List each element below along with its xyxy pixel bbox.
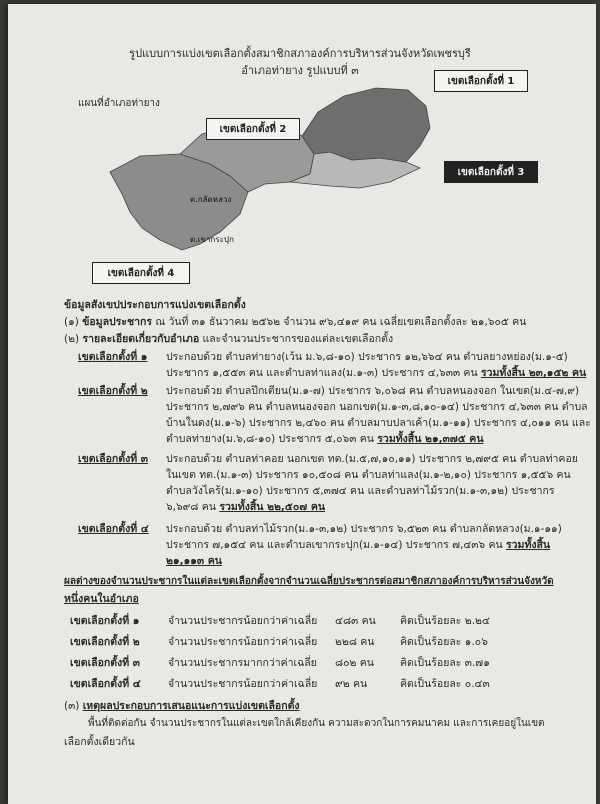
zone3-line4-text: ๖,๖๙๘ คน — [166, 501, 216, 513]
result-row-diff: ๙๒ คน — [335, 678, 368, 690]
zone3-line2: ในเขต ทต.(ม.๑-๓) ประชากร ๑๐,๕๐๘ คน ตำบลท่าแลง(ม.๑-๒,๑๐) ประชากร ๑,๕๕๖ คน — [166, 469, 571, 481]
result-row-percent: คิดเป็นร้อยละ ๐.๔๓ — [400, 678, 490, 690]
result-row-diff: ๔๘๓ คน — [335, 615, 376, 627]
zone4-line1: ประกอบด้วย ตำบลท่าไม้รวก(ม.๑-๓,๑๒) ประชากร ๖,๕๒๓ คน ตำบลกลัดหลวง(ม.๑-๑๑) — [166, 523, 562, 535]
result-row-label: เขตเลือกตั้งที่ ๑ — [70, 615, 140, 627]
item1-heading: ข้อมูลประชากร — [82, 316, 153, 328]
result-row-text: จำนวนประชากรมากกว่าค่าเฉลี่ย — [168, 657, 317, 669]
map-zone-1-label: เขตเลือกตั้งที่ 1 — [434, 70, 528, 92]
zone2-line4 — [166, 430, 484, 447]
zone3-label: เขตเลือกตั้งที่ ๓ — [78, 453, 148, 465]
result-row-text: จำนวนประชากรน้อยกว่าค่าเฉลี่ย — [168, 636, 318, 648]
summary-item1 — [64, 313, 526, 330]
item2-text: และจำนวนประชากรของแต่ละเขตเลือกตั้ง — [202, 333, 394, 345]
zone2-line4-text: ตำบลท่ายาง(ม.๖,๘-๑๐) ประชากร ๕,๐๖๓ คน — [166, 433, 374, 445]
map-zone-2-label: เขตเลือกตั้งที่ 2 — [206, 118, 300, 140]
reason-line1: พื้นที่ติดต่อกัน จำนวนประชากรในแต่ละเขตใกล้เคียงกัน ความสะดวกในการคมนาคม และการเคยอยู่ในเขต — [88, 718, 545, 729]
result-row-text: จำนวนประชากรน้อยกว่าค่าเฉลี่ย — [168, 678, 318, 690]
summary-heading: ข้อมูลสังเขปประกอบการแบ่งเขตเลือกตั้ง — [64, 299, 246, 311]
zone2-line2: ประชากร ๒,๗๙๖ คน ตำบลหนองจอก นอกเขต(ม.๑-๓,๘,๑๐-๑๔) ประชากร ๔,๖๓๓ คน ตำบล — [166, 401, 588, 413]
zone1-label: เขตเลือกตั้งที่ ๑ — [78, 351, 148, 363]
reason-line2: เลือกตั้งเดียวกัน — [64, 736, 135, 748]
map-caption: แผนที่อำเภอท่ายาง — [78, 98, 160, 109]
zone1-total: รวมทั้งสิ้น ๒๓,๑๕๒ คน — [480, 367, 587, 379]
map-town-label-1: ต.กลัดหลวง — [190, 195, 232, 204]
zone2-line3: บ้านในดง(ม.๑-๖) ประชากร ๒,๔๖๐ คน ตำบลมาบปลาเค้า(ม.๑-๑๑) ประชากร ๔,๐๑๑ คน และ — [166, 417, 591, 429]
zone2-total: รวมทั้งสิ้น ๒๑,๓๗๕ คน — [377, 433, 484, 445]
result-row-percent: คิดเป็นร้อยละ ๒.๒๔ — [400, 615, 490, 627]
result-row-percent: คิดเป็นร้อยละ ๓.๗๑ — [400, 657, 490, 669]
reason-heading-row — [64, 697, 300, 714]
reason-number: (๓) — [64, 700, 80, 712]
zone2-label: เขตเลือกตั้งที่ ๒ — [78, 385, 148, 397]
zone4-total-label: รวมทั้งสิ้น — [506, 539, 551, 551]
item1-number: (๑) — [64, 316, 79, 328]
zone4-line2 — [166, 536, 550, 553]
zone1-line1: ประกอบด้วย ตำบลท่ายาง(เว้น ม.๖,๘-๑๐) ประชากร ๑๒,๖๖๔ คน ตำบลยางหย่อง(ม.๑-๕) — [166, 351, 568, 363]
result-row-label: เขตเลือกตั้งที่ ๓ — [70, 657, 140, 669]
map-zone-4-label: เขตเลือกตั้งที่ 4 — [92, 262, 190, 284]
map-zone-1 — [302, 88, 430, 162]
result-row-text: จำนวนประชากรน้อยกว่าค่าเฉลี่ย — [168, 615, 318, 627]
zone3-line3: ตำบลวังไคร้(ม.๑-๑๐) ประชากร ๕,๓๗๔ คน และตำบลท่าไม้รวก(ม.๑-๓,๑๒) ประชากร — [166, 485, 555, 497]
reason-heading: เหตุผลประกอบการเสนอแนะการแบ่งเขตเลือกตั้ง — [82, 700, 300, 712]
result-row-diff: ๘๐๒ คน — [335, 657, 374, 669]
zone3-total: รวมทั้งสิ้น ๒๒,๕๐๗ คน — [219, 501, 326, 513]
item2-number: (๒) — [64, 333, 80, 345]
result-row-diff: ๒๒๘ คน — [335, 636, 375, 648]
result-row-label: เขตเลือกตั้งที่ ๒ — [70, 636, 140, 648]
zone4-total: ๒๑,๑๑๓ คน — [166, 555, 222, 567]
zone4-line2-text: ประชากร ๗,๑๕๔ คน และตำบลเขากระปุก(ม.๑-๑๔) ประชากร ๗,๔๓๖ คน — [166, 539, 503, 551]
zone1-line2-text: ประชากร ๑,๕๕๓ คน และตำบลท่าแลง(ม.๑-๓) ประชากร ๔,๖๓๓ คน — [166, 367, 478, 379]
item1-text: ณ วันที่ ๓๑ ธันวาคม ๒๕๖๒ จำนวน ๙๖,๔๑๙ คน เฉลี่ยเขตเลือกตั้งละ ๒๑,๖๐๕ คน — [155, 316, 527, 328]
zone3-line1: ประกอบด้วย ตำบลท่าคอย นอกเขต ทต.(ม.๕,๗,๑๐,๑๑) ประชากร ๒,๗๙๕ คน ตำบลท่าคอย — [166, 453, 578, 465]
map-town-label-2: ต.เขากระปุก — [190, 235, 234, 244]
result-row-percent: คิดเป็นร้อยละ ๑.๐๖ — [400, 636, 488, 648]
zone1-line2 — [166, 364, 586, 381]
zone2-line1: ประกอบด้วย ตำบลปึกเตียน(ม.๑-๗) ประชากร ๖,๐๖๘ คน ตำบลหนองจอก ในเขต(ม.๔-๗,๙) — [166, 385, 580, 397]
item2-heading: รายละเอียดเกี่ยวกับอำเภอ — [82, 333, 200, 345]
document-title: รูปแบบการแบ่งเขตเลือกตั้งสมาชิกสภาองค์การบริหารส่วนจังหวัดเพชรบุรี — [129, 47, 471, 60]
map-zone-3-label: เขตเลือกตั้งที่ 3 — [444, 161, 538, 183]
results-heading-line2: หนึ่งคนในอำเภอ — [64, 593, 139, 605]
results-heading-line1: ผลต่างของจำนวนประชากรในแต่ละเขตเลือกตั้งจากจำนวนเฉลี่ยประชากรต่อสมาชิกสภาองค์การบริหารส่วนจังหวัด — [64, 576, 554, 587]
result-row-label: เขตเลือกตั้งที่ ๔ — [70, 678, 141, 690]
document-subtitle: อำเภอท่ายาง รูปแบบที่ ๓ — [241, 64, 359, 77]
summary-item2 — [64, 330, 393, 347]
zone4-label: เขตเลือกตั้งที่ ๔ — [78, 523, 149, 535]
district-map — [90, 64, 490, 264]
zone3-line4 — [166, 498, 325, 515]
